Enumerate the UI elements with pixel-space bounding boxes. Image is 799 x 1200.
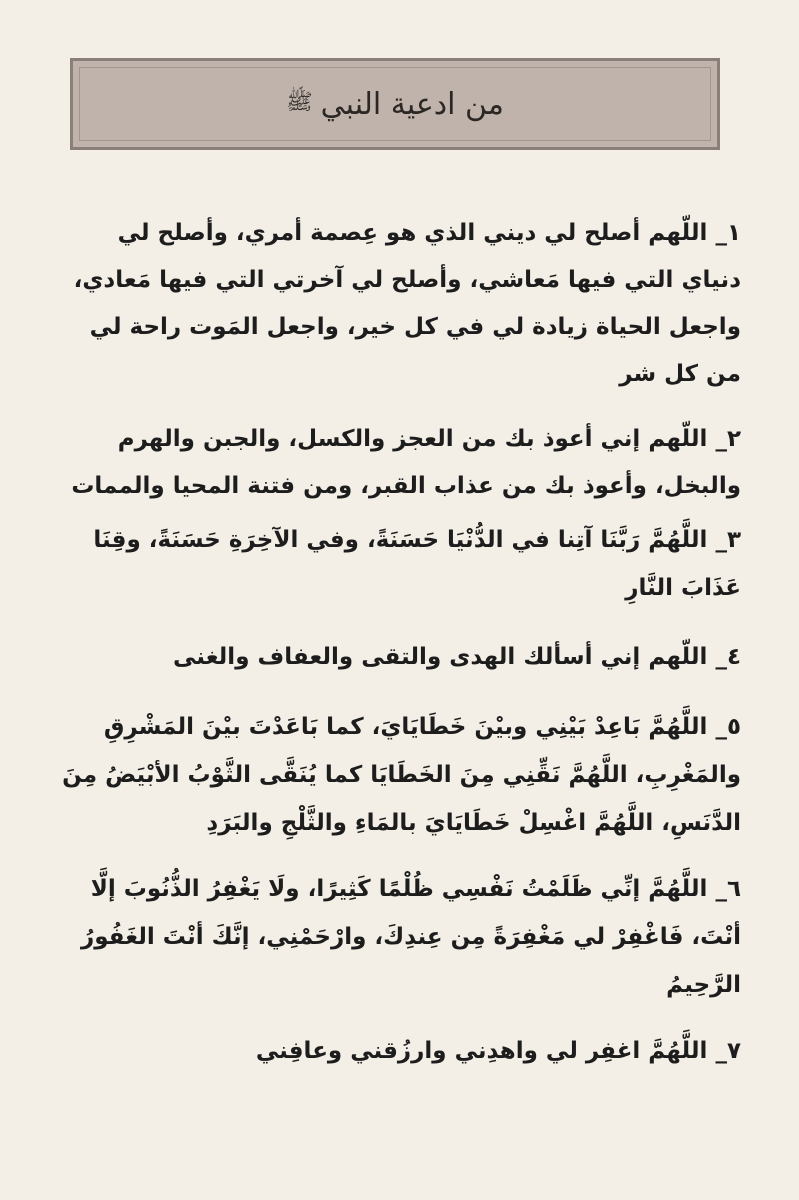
dua-item-1: ١_ اللّهم أصلح لي ديني الذي هو عِصمة أمري، وأصلح لي دنياي التي فيها مَعاشي، وأصلح لي آخرتي التي فيها مَعادي، واجعل الحياة زيادة لي في كل خير، واجعل المَوت راحة لي من كل شر [73,220,741,387]
dua-item-5: ٥_ اللَّهُمَّ بَاعِدْ بَيْنِي وبيْنَ خَطَايَايَ، كما بَاعَدْتَ بيْنَ المَشْرِقِ والمَغْرِبِ، اللَّهُمَّ نَقِّنِي مِنَ الخَطَايَا كما يُنَقَّى الثَّوْبُ الأبْيَضُ مِنَ الدَّنَسِ، اللَّهُمَّ اغْسِلْ خَطَايَايَ بالمَاءِ والثَّلْجِ والبَرَدِ [62,714,741,836]
dua-item-4: ٤_ اللّهم إني أسألك الهدى والتقى والعفاف والغنى [173,644,741,670]
page-title-text: من ادعية النبي [320,86,504,122]
dua-list [60,210,741,1075]
dua-item-7: ٧_ اللَّهُمَّ اغفِر لي واهدِني وارزُقني وعافِني [255,1038,741,1064]
dua-item-2: ٢_ اللّهم إني أعوذ بك من العجز والكسل، والجبن والهرم والبخل، وأعوذ بك من عذاب القبر، ومن فتنة المحيا والممات [71,426,741,499]
honorific-glyph: ﷺ [286,90,313,115]
title-banner [70,58,720,150]
dua-item-6: ٦_ اللَّهُمَّ إنِّي ظَلَمْتُ نَفْسِي ظُلْمًا كَثِيرًا، ولَا يَغْفِرُ الذُّنُوبَ إلَّا أنْتَ، فَاغْفِرْ لي مَغْفِرَةً مِن عِندِكَ، وارْحَمْنِي، إنَّكَ أنْتَ الغَفُورُ الرَّحِيمُ [81,876,741,998]
dua-item-3: ٣_ اللَّهُمَّ رَبَّنَا آتِنا في الدُّنْيَا حَسَنَةً، وفي الآخِرَةِ حَسَنَةً، وقِنَا عَذَابَ النَّارِ [93,527,741,601]
page-title [286,87,504,122]
